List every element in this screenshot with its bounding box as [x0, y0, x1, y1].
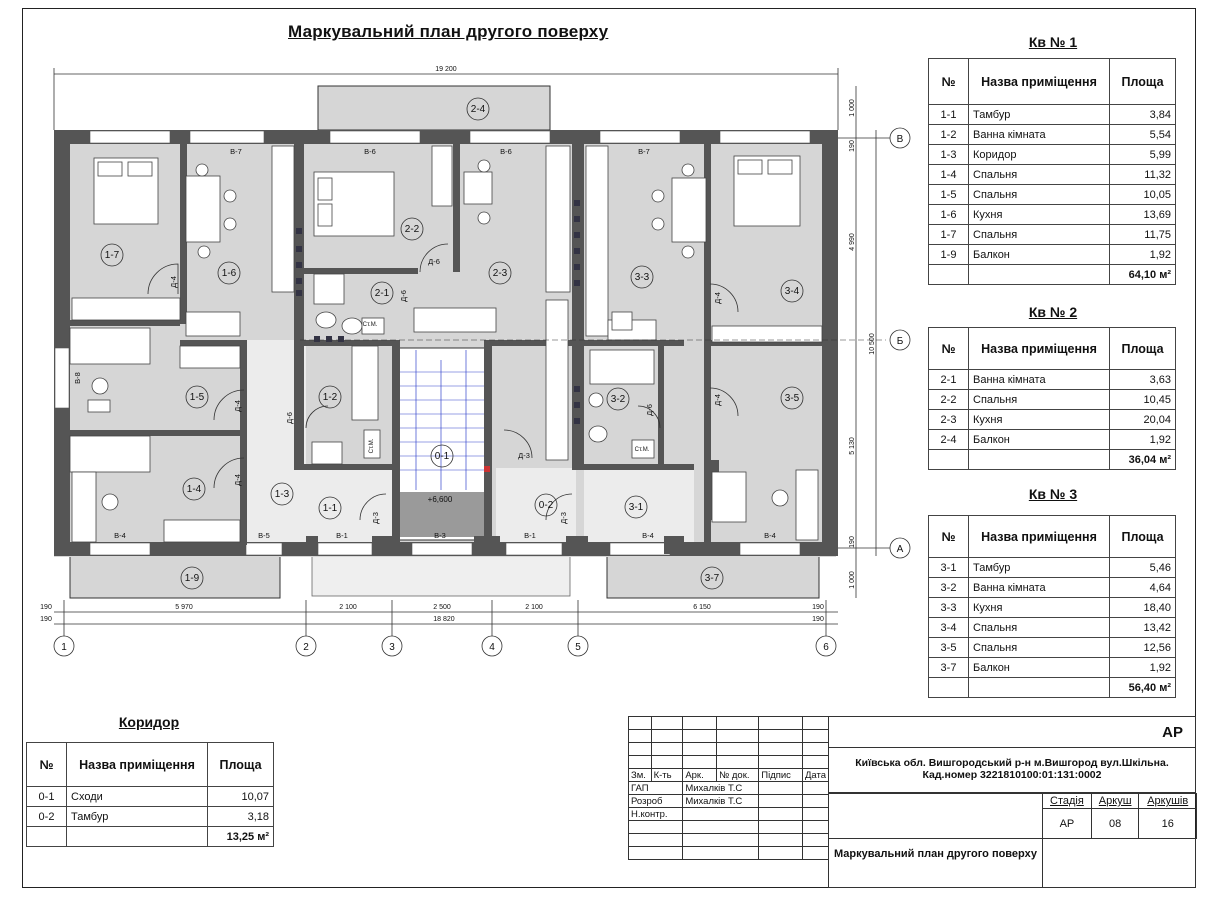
svg-text:2 100: 2 100 [339, 604, 357, 611]
room-label-3-7: 3-7 [704, 573, 720, 584]
axis-column-marker: 6 [823, 642, 829, 653]
door-label: Д-4 [713, 394, 722, 406]
svg-text:В-7: В-7 [638, 147, 650, 156]
room-label-0-1: 0-1 [434, 451, 450, 462]
title-block-cell [828, 793, 1043, 839]
apartment-3-title: Кв № 3 [1028, 486, 1078, 502]
address-line-2: Кад.номер 3221810100:01:131:0002 [922, 769, 1102, 781]
svg-text:2 100: 2 100 [525, 604, 543, 611]
svg-text:4 990: 4 990 [849, 233, 856, 251]
room-label-1-9: 1-9 [184, 573, 200, 584]
room-label-1-6: 1-6 [221, 268, 237, 279]
apartment-2-table: № Назва приміщення Площа 2-1 Ванна кімната 3,63 2-2 Спальня 10,45 2-3 Кухня 20,04 2-4 Балкон 1,92 36,04 м² [928, 327, 1176, 470]
project-code: АР [828, 716, 1196, 748]
apartment-2-title: Кв № 2 [1028, 304, 1078, 320]
svg-text:6 150: 6 150 [693, 604, 711, 611]
room-label-3-2: 3-2 [610, 394, 626, 405]
svg-text:В-5: В-5 [258, 531, 270, 540]
svg-text:190: 190 [849, 140, 856, 152]
svg-text:В-1: В-1 [524, 531, 536, 540]
svg-text:190: 190 [40, 616, 52, 623]
axis-column-marker: 1 [61, 642, 67, 653]
stage-table: Стадія Аркуш Аркушів АР 08 16 [1042, 793, 1197, 839]
svg-text:190: 190 [812, 604, 824, 611]
room-label-3-1: 3-1 [628, 502, 644, 513]
room-label-3-4: 3-4 [784, 286, 800, 297]
room-label-1-4: 1-4 [186, 484, 202, 495]
door-label: Д-6 [428, 257, 440, 266]
room-label-2-4: 2-4 [470, 104, 486, 115]
title-block-grid: Зм. К-ть Арк. № док. Підпис Дата ГАП Михалків Т.С Розроб Михалків Т.С Н.контр. [628, 716, 829, 860]
svg-text:В-8: В-8 [73, 372, 82, 384]
svg-text:5 970: 5 970 [175, 604, 193, 611]
svg-text:18 820: 18 820 [433, 616, 455, 623]
room-label-2-2: 2-2 [404, 224, 420, 235]
room-label-1-2: 1-2 [322, 392, 338, 403]
room-label-1-1: 1-1 [322, 503, 338, 514]
svg-text:В-4: В-4 [114, 531, 126, 540]
door-label: Д-4 [233, 474, 242, 486]
svg-text:5 130: 5 130 [849, 437, 856, 455]
door-label: Д-3 [559, 512, 568, 524]
apartment-1-title: Кв № 1 [1028, 34, 1078, 50]
dimension-bottom [40, 600, 838, 636]
column-axis-markers [54, 636, 836, 656]
room-label-1-3: 1-3 [274, 489, 290, 500]
axis-row-marker: В [896, 134, 904, 145]
svg-text:В-3: В-3 [434, 531, 446, 540]
svg-text:19 200: 19 200 [435, 66, 457, 73]
axis-column-marker: 3 [389, 642, 395, 653]
svg-text:В-6: В-6 [364, 147, 376, 156]
sheet-name: Маркувальний план другого поверху [828, 838, 1043, 888]
room-label-3-3: 3-3 [634, 272, 650, 283]
svg-text:Ст.М.: Ст.М. [634, 447, 650, 453]
door-label: Д-3 [371, 512, 380, 524]
svg-text:190: 190 [812, 616, 824, 623]
room-label-1-7: 1-7 [104, 250, 120, 261]
svg-text:10 500: 10 500 [869, 333, 876, 355]
apartment-3-table: № Назва приміщення Площа 3-1 Тамбур 5,46 3-2 Ванна кімната 4,64 3-3 Кухня 18,40 3-4 Спальня 13,42 3-5 Спальня 12,56 3-7 Балкон 1,92 56,40 м² [928, 515, 1176, 698]
door-label: Д-4 [713, 292, 722, 304]
title-block-cell [1042, 838, 1196, 888]
door-label: Д-6 [399, 290, 408, 302]
balcony-2-4 [318, 86, 550, 130]
room-label-3-5: 3-5 [784, 393, 800, 404]
dimension-right [849, 86, 876, 598]
project-address [828, 747, 1196, 793]
corridor-title: Коридор [118, 714, 180, 730]
room-label-2-3: 2-3 [492, 268, 508, 279]
address-line-1: Київська обл. Вишгородський р-н м.Вишгород вул.Шкільна. [855, 757, 1169, 769]
svg-text:В-4: В-4 [764, 531, 776, 540]
svg-text:190: 190 [40, 604, 52, 611]
svg-text:2 500: 2 500 [433, 604, 451, 611]
svg-text:В-1: В-1 [336, 531, 348, 540]
door-label: Д-4 [233, 400, 242, 412]
svg-text:В-7: В-7 [230, 147, 242, 156]
svg-text:В-4: В-4 [642, 531, 654, 540]
svg-text:1 000: 1 000 [849, 571, 856, 589]
door-label: Д-6 [285, 412, 294, 424]
balcony-1-9 [70, 556, 280, 598]
svg-text:В-6: В-6 [500, 147, 512, 156]
axis-row-marker: Б [896, 336, 904, 347]
axis-column-marker: 4 [489, 642, 495, 653]
apartment-1-table: № Назва приміщення Площа 1-1 Тамбур 3,84 1-2 Ванна кімната 5,54 1-3 Коридор 5,99 1-4 Спальня 11,32 1-5 Спальня 10,05 1-6 Кухня 13,69 1-7 Спальня 11,75 1-9 Балкон 1,92 64,10 м² [928, 58, 1176, 285]
plan-title: Маркувальний план другого поверху [288, 22, 609, 41]
level-mark: +6,600 [427, 495, 453, 504]
corridor-table: № Назва приміщення Площа 0-1 Сходи 10,07 0-2 Тамбур 3,18 13,25 м² [26, 742, 274, 847]
entrance-canopy [312, 556, 570, 596]
axis-row-marker: А [896, 544, 904, 555]
room-label-1-5: 1-5 [189, 392, 205, 403]
svg-text:190: 190 [849, 536, 856, 548]
door-label: Д-4 [169, 276, 178, 288]
svg-text:1 000: 1 000 [849, 99, 856, 117]
svg-text:Ст.М.: Ст.М. [369, 438, 375, 454]
door-label: Д-3 [518, 451, 530, 460]
door-label: Д-6 [645, 404, 654, 416]
axis-column-marker: 5 [575, 642, 581, 653]
room-label-2-1: 2-1 [374, 288, 390, 299]
svg-text:Ст.М.: Ст.М. [362, 322, 378, 328]
axis-column-marker: 2 [303, 642, 309, 653]
room-label-0-2: 0-2 [538, 500, 554, 511]
